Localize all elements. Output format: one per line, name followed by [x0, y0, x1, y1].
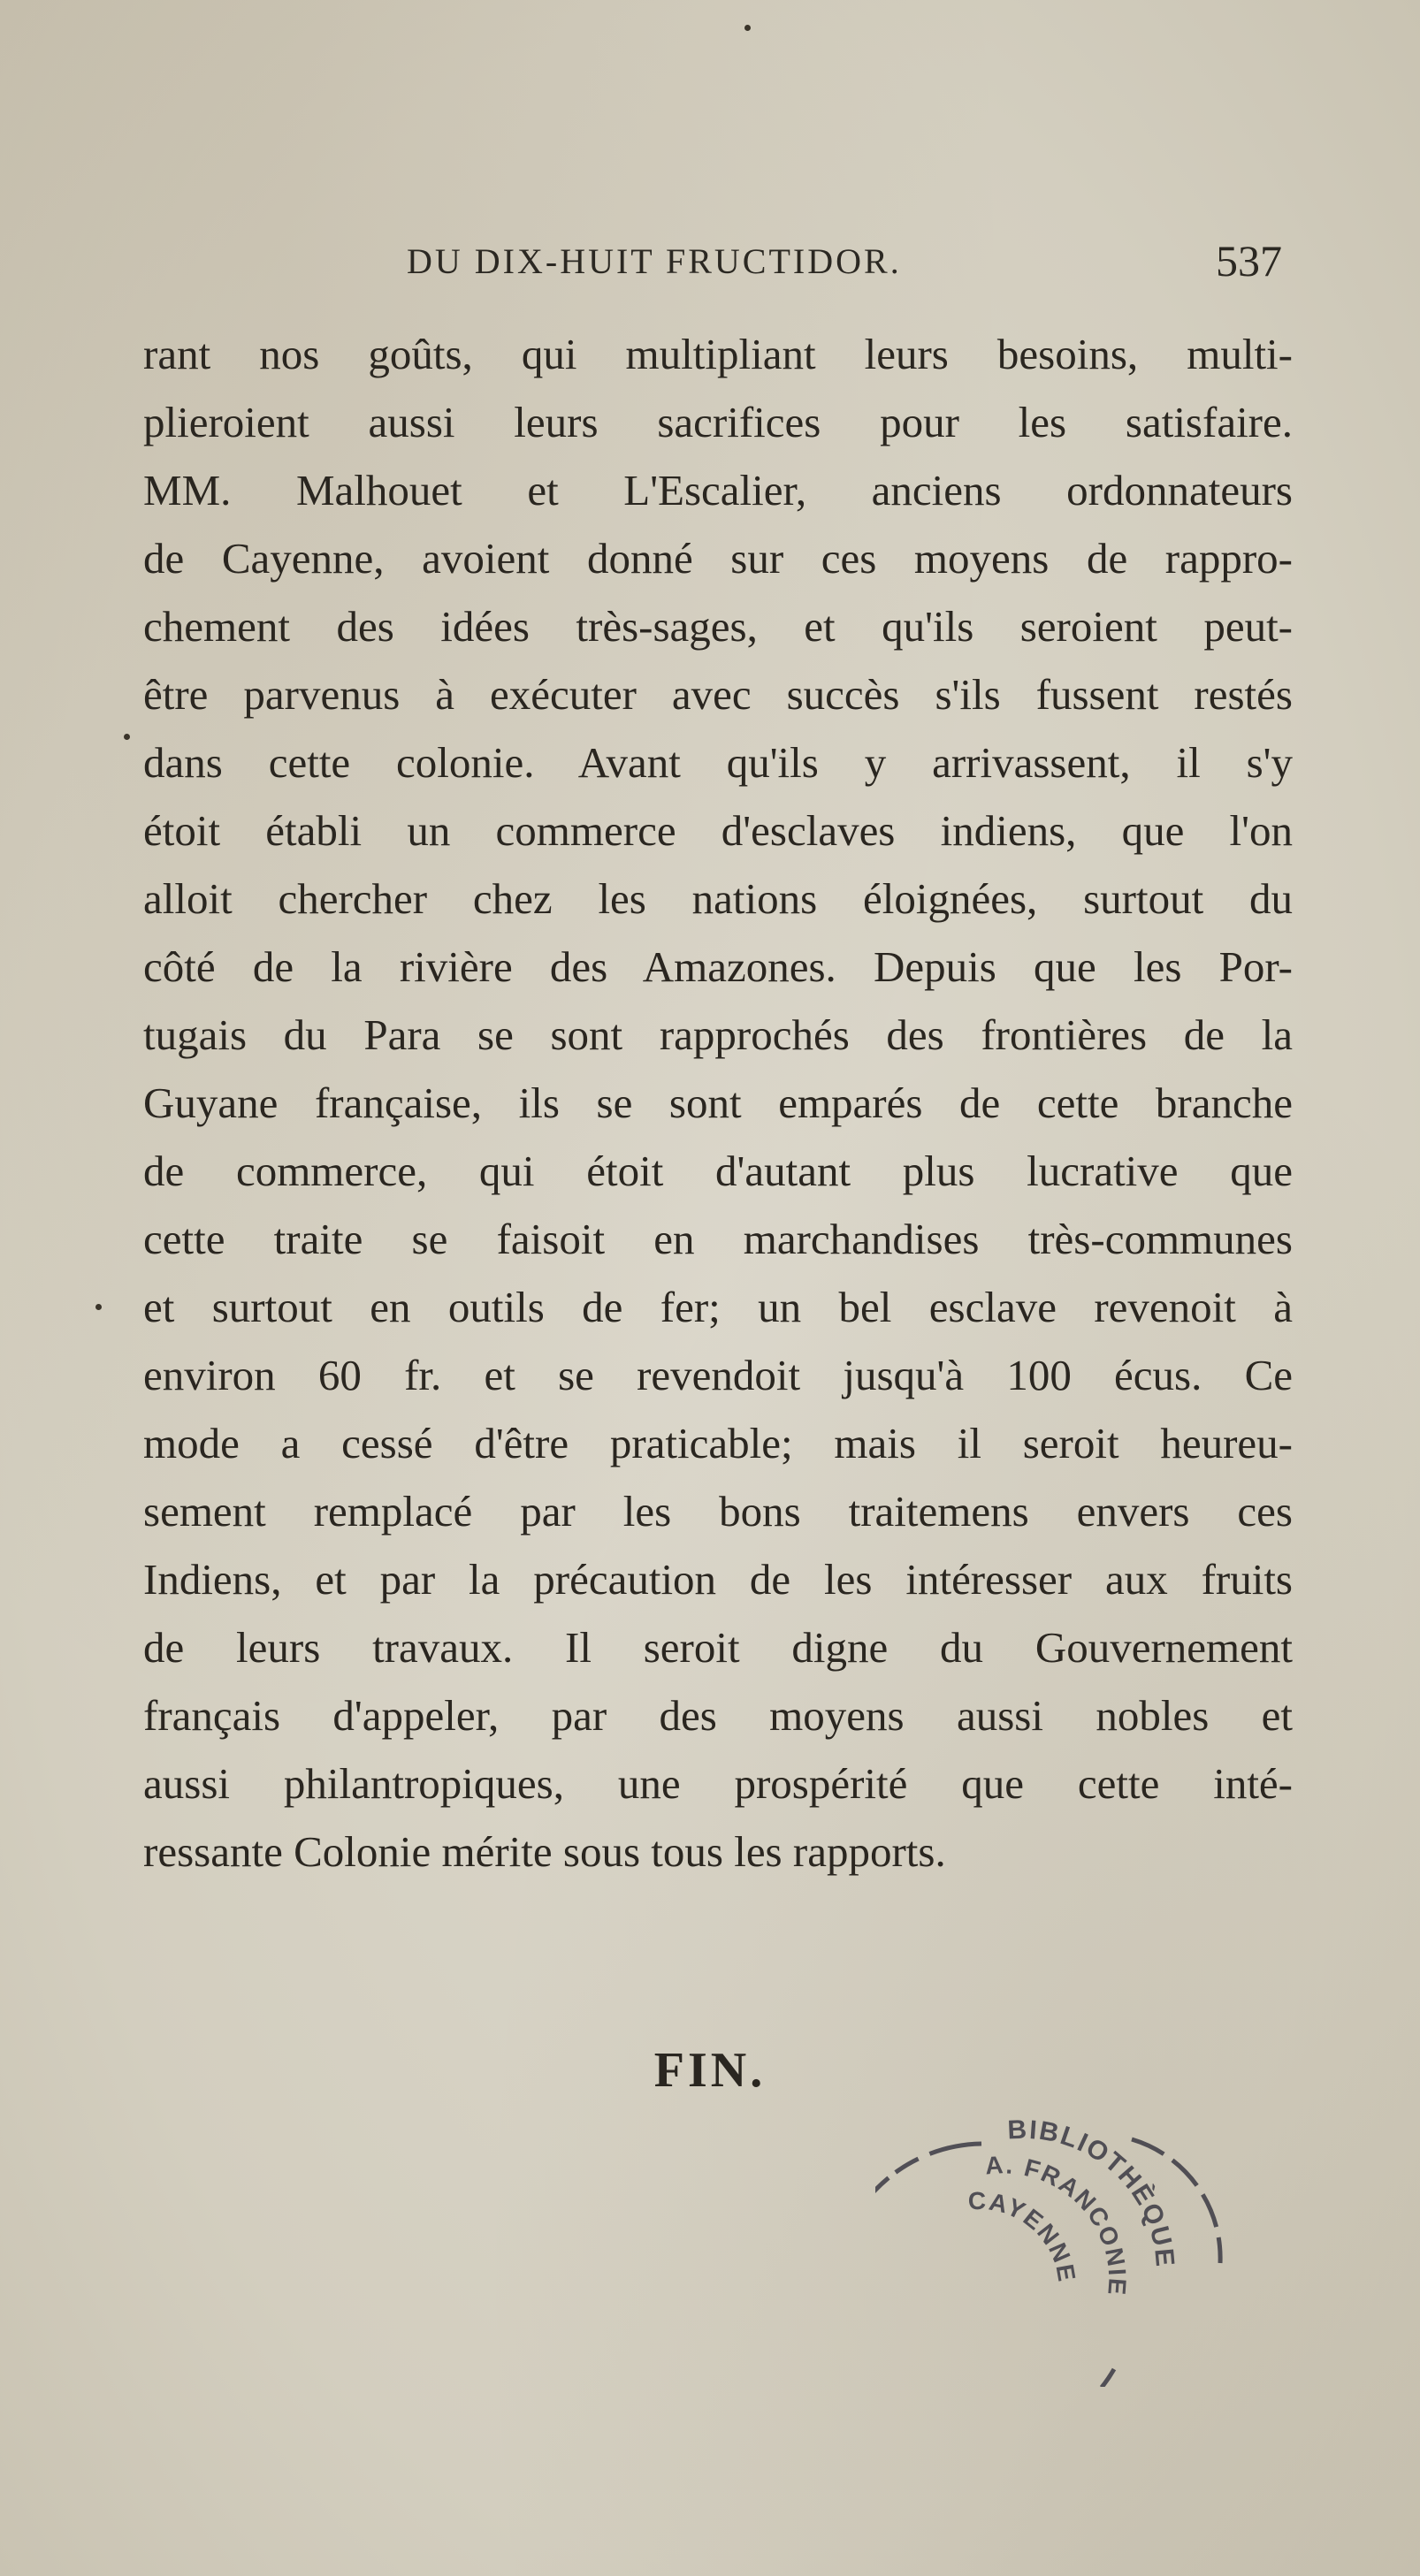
text-line: alloit chercher chez les nations éloignées, surtout du: [143, 874, 1293, 923]
text-line: environ 60 fr. et se revendoit jusqu'à 100 écus. Ce: [143, 1351, 1293, 1399]
text-line: sement remplacé par les bons traitemens envers ces: [143, 1487, 1293, 1536]
page-header: [407, 236, 1282, 293]
text-line: être parvenus à exécuter avec succès s'ils fussent restés: [143, 670, 1293, 719]
text-line: cette traite se faisoit en marchandises très-communes: [143, 1215, 1293, 1263]
text-line: côté de la rivière des Amazones. Depuis que les Por-: [143, 942, 1293, 991]
text-line: chement des idées très-sages, et qu'ils seroient peut-: [143, 602, 1293, 651]
text-line: de commerce, qui étoit d'autant plus lucrative que: [143, 1147, 1293, 1195]
text-line: de Cayenne, avoient donné sur ces moyens de rappro-: [143, 534, 1293, 583]
text-line: français d'appeler, par des moyens aussi nobles et: [143, 1691, 1293, 1740]
text-line: de leurs travaux. Il seroit digne du Gouvernement: [143, 1623, 1293, 1672]
library-stamp: [875, 2104, 1247, 2387]
text-line: dans cette colonie. Avant qu'ils y arrivassent, il s'y: [143, 738, 1293, 787]
text-line: plieroient aussi leurs sacrifices pour les satisfaire.: [143, 398, 1293, 446]
text-line: mode a cessé d'être praticable; mais il seroit heureu-: [143, 1419, 1293, 1467]
text-line: Indiens, et par la précaution de les intéresser aux fruits: [143, 1555, 1293, 1604]
stamp-text-line-1: BIBLIOTHÈQUE: [1006, 2115, 1180, 2269]
stamp-text-line-2: A. FRANCONIE: [984, 2151, 1132, 2298]
text-line: Guyane française, ils se sont emparés de cette branche: [143, 1078, 1293, 1127]
text-line: étoit établi un commerce d'esclaves indiens, que l'on: [143, 806, 1293, 855]
text-line: aussi philantropiques, une prospérité que cette inté-: [143, 1759, 1293, 1808]
running-head: DU DIX-HUIT FRUCTIDOR.: [407, 241, 902, 281]
text-line: rant nos goûts, qui multipliant leurs besoins, multi-: [143, 330, 1293, 378]
paper-speck: [95, 1304, 102, 1310]
paper-speck: [744, 25, 751, 31]
stamp-text-line-3: CAYENNE: [967, 2186, 1081, 2285]
body-text: [143, 320, 1293, 1886]
text-line: ressante Colonie mérite sous tous les rapports.: [143, 1827, 946, 1876]
text-line: tugais du Para se sont rapprochés des frontières de la: [143, 1010, 1293, 1059]
svg-text:CAYENNE: [968, 2187, 1081, 2285]
text-line: et surtout en outils de fer; un bel esclave revenoit à: [143, 1283, 1293, 1331]
paper-speck: [124, 734, 130, 740]
page-number: 537: [1216, 236, 1282, 286]
end-mark: FIN.: [653, 2043, 767, 2098]
text-line: MM. Malhouet et L'Escalier, anciens ordonnateurs: [143, 466, 1293, 514]
